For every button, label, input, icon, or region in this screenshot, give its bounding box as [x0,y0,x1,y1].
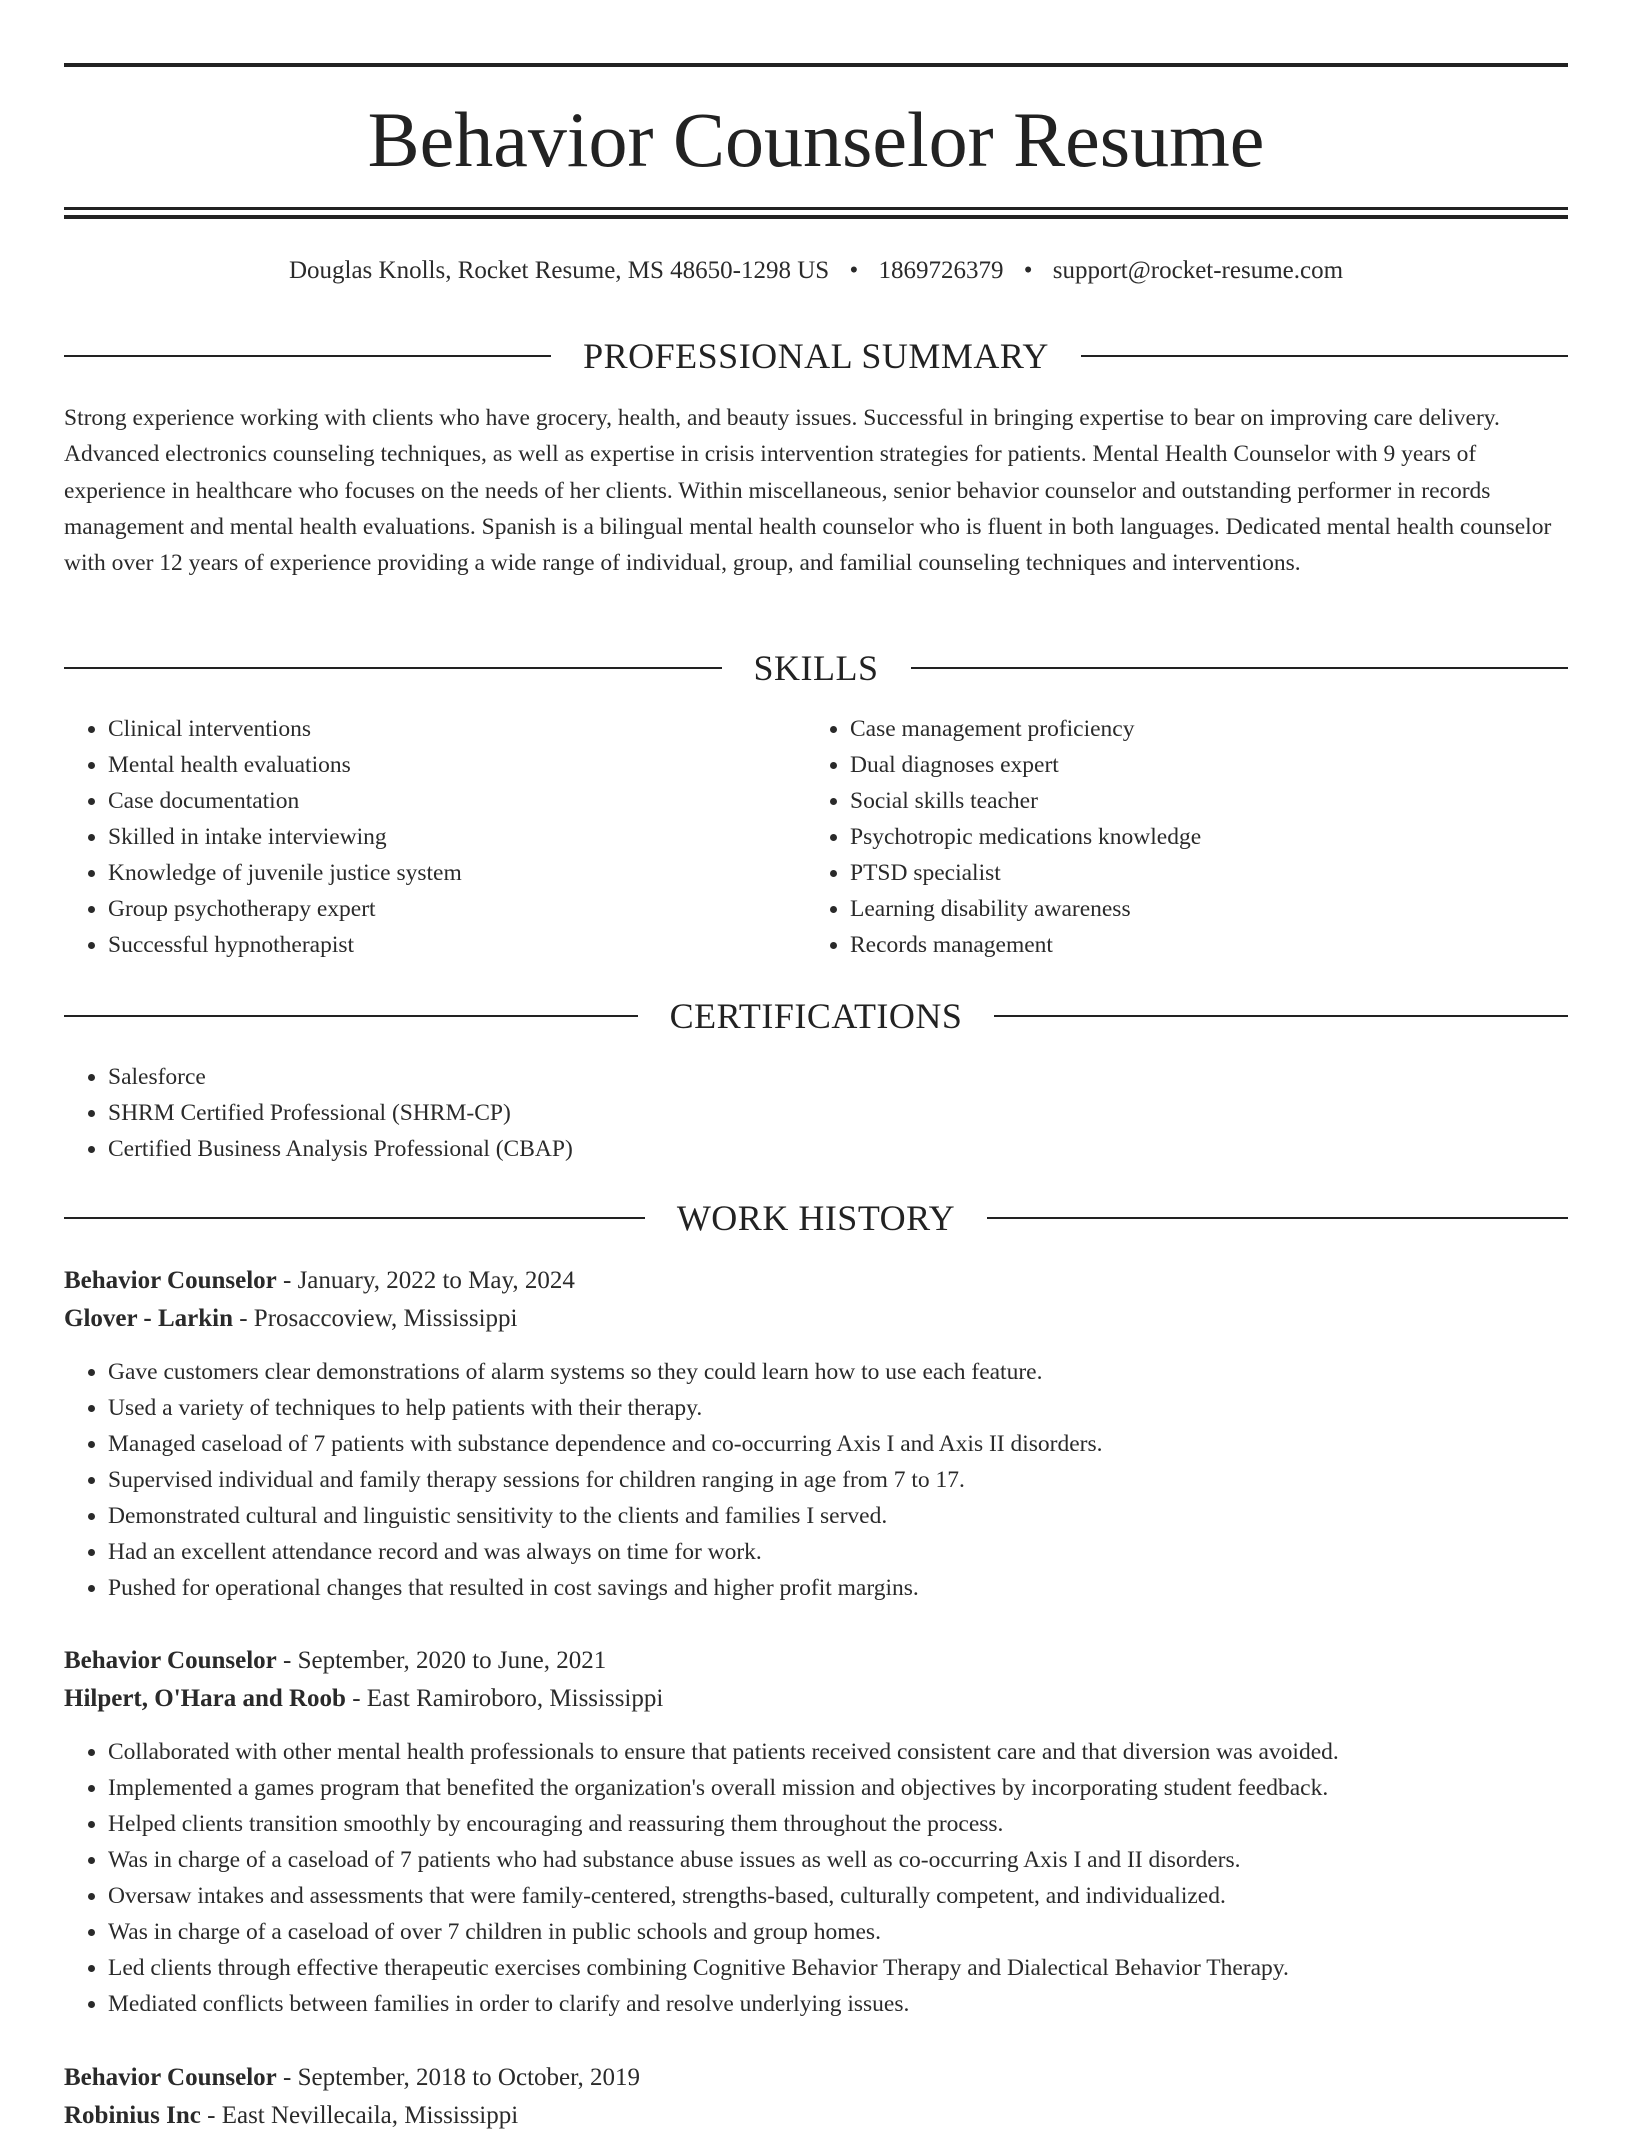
certifications-list [64,1059,1612,1167]
section-rule [64,667,722,669]
job-title-line [64,1642,1568,1680]
section-rule [987,1217,1568,1219]
skill-item: • Successful hypnotherapist [108,927,848,963]
section-header-skills [64,646,1568,690]
job-location: - East Ramiroboro, Mississippi [345,1685,664,1712]
contact-separator: • [1023,257,1033,284]
job-bullet: • Oversaw intakes and assessments that were family-centered, strengths-based, culturally competent, and individualized. [108,1878,1568,1914]
contact-separator: • [849,257,859,284]
skill-item: • PTSD specialist [850,855,1610,891]
title-rule-upper [64,207,1568,210]
skill-item: • Learning disability awareness [850,891,1610,927]
skills-list-left [64,711,848,963]
job-title-line [64,1262,1568,1300]
job-bullets [64,1734,1568,2022]
job-dates: - January, 2022 to May, 2024 [276,1267,575,1294]
contact-address: Douglas Knolls, Rocket Resume, MS 48650-1298 US [288,257,830,284]
job-bullets [64,1354,1568,1606]
certification-item: • Salesforce [108,1059,1612,1095]
skill-item: • Group psychotherapy expert [108,891,848,927]
section-header-certifications [64,994,1568,1038]
job-bullet: • Used a variety of techniques to help patients with their therapy. [108,1390,1568,1426]
section-rule [1081,355,1568,357]
section-rule [911,667,1569,669]
section-rule [64,355,551,357]
job-bullet: • Gave customers clear demonstrations of alarm systems so they could learn how to use each feature. [108,1354,1568,1390]
job-bullet: • Led clients through effective therapeutic exercises combining Cognitive Behavior Therapy and Dialectical Behavior Therapy. [108,1950,1568,1986]
skill-item: • Psychotropic medications knowledge [850,819,1610,855]
job-bullet: • Implemented a games program that benefited the organization's overall mission and objectives by incorporating student feedback. [108,1770,1568,1806]
job-title: Behavior Counselor [64,1267,277,1294]
job-bullet: • Demonstrated cultural and linguistic sensitivity to the clients and families I served. [108,1498,1568,1534]
section-title-work-history: WORK HISTORY [676,1198,956,1238]
job-dates: - September, 2020 to June, 2021 [276,1647,607,1674]
job-bullet: • Collaborated with other mental health professionals to ensure that patients received consistent care and that diversion was avoided. [108,1734,1568,1770]
skill-item: • Dual diagnoses expert [850,747,1610,783]
job-dates: - September, 2018 to October, 2019 [276,2064,640,2091]
certification-item: • SHRM Certified Professional (SHRM-CP) [108,1095,1612,1131]
job-entry [64,1262,1568,1606]
title-rule-lower [64,215,1568,219]
job-bullet: • Mediated conflicts between families in order to clarify and resolve underlying issues. [108,1986,1568,2022]
job-bullet: • Was in charge of a caseload of 7 patients who had substance abuse issues as well as co-occurring Axis I and II disorders. [108,1842,1568,1878]
job-company-line [64,1300,1568,1338]
summary-text: Strong experience working with clients who have grocery, health, and beauty issues. Successful in bringing expertise to bear on improving care delivery. Advanced electronics counseling techniques, as well as expertise in crisis intervention strategies for patients. Mental Health Counselor with 9 years of experience in healthcare who focuses on the needs of her clients. Within miscellaneous, senior behavior counselor and outstanding performer in records management and mental health evaluations. Spanish is a bilingual mental health counselor who is fluent in both languages. Dedicated mental health counselor with over 12 years of experience providing a wide range of individual, group, and familial counseling techniques and interventions. [64,405,1552,577]
skill-item: • Social skills teacher [850,783,1610,819]
skills-list-right [806,711,1610,963]
section-rule [64,1015,638,1017]
section-rule [994,1015,1568,1017]
contact-email[interactable]: support@rocket-resume.com [1052,257,1344,284]
job-location: - Prosaccoview, Mississippi [232,1305,518,1332]
section-title-certifications: CERTIFICATIONS [669,996,963,1036]
job-bullet: • Pushed for operational changes that resulted in cost savings and higher profit margins. [108,1570,1568,1606]
skill-item: • Skilled in intake interviewing [108,819,848,855]
skill-item: • Case documentation [108,783,848,819]
contact-line [64,254,1568,288]
section-header-summary [64,334,1568,378]
section-title-summary: PROFESSIONAL SUMMARY [583,336,1049,376]
job-entry [64,2059,1568,2135]
job-company: Glover - Larkin [64,1305,233,1332]
top-rule [64,63,1568,67]
skill-item: • Mental health evaluations [108,747,848,783]
skill-item: • Records management [850,927,1610,963]
job-title: Behavior Counselor [64,2064,277,2091]
job-bullet: • Supervised individual and family therapy sessions for children ranging in age from 7 to 17. [108,1462,1568,1498]
skill-item: • Case management proficiency [850,711,1610,747]
job-title: Behavior Counselor [64,1647,277,1674]
section-title-skills: SKILLS [753,648,879,688]
job-title-line [64,2059,1568,2097]
job-company-line [64,2097,1568,2135]
section-header-work-history [64,1196,1568,1240]
job-bullet: • Helped clients transition smoothly by encouraging and reassuring them throughout the process. [108,1806,1568,1842]
job-bullet: • Had an excellent attendance record and was always on time for work. [108,1534,1568,1570]
resume-title: Behavior Counselor Resume [367,96,1265,183]
job-bullet: • Was in charge of a caseload of over 7 children in public schools and group homes. [108,1914,1568,1950]
contact-phone: 1869726379 [878,257,1004,284]
skill-item: • Knowledge of juvenile justice system [108,855,848,891]
job-company-line [64,1680,1568,1718]
section-rule [64,1217,645,1219]
job-entry [64,1642,1568,2022]
certification-item: • Certified Business Analysis Professional (CBAP) [108,1131,1612,1167]
job-company: Robinius Inc [64,2102,201,2129]
job-location: - East Nevillecaila, Mississippi [200,2102,519,2129]
skill-item: • Clinical interventions [108,711,848,747]
job-bullet: • Managed caseload of 7 patients with substance dependence and co-occurring Axis I and Axis II disorders. [108,1426,1568,1462]
job-company: Hilpert, O'Hara and Roob [64,1685,346,1712]
